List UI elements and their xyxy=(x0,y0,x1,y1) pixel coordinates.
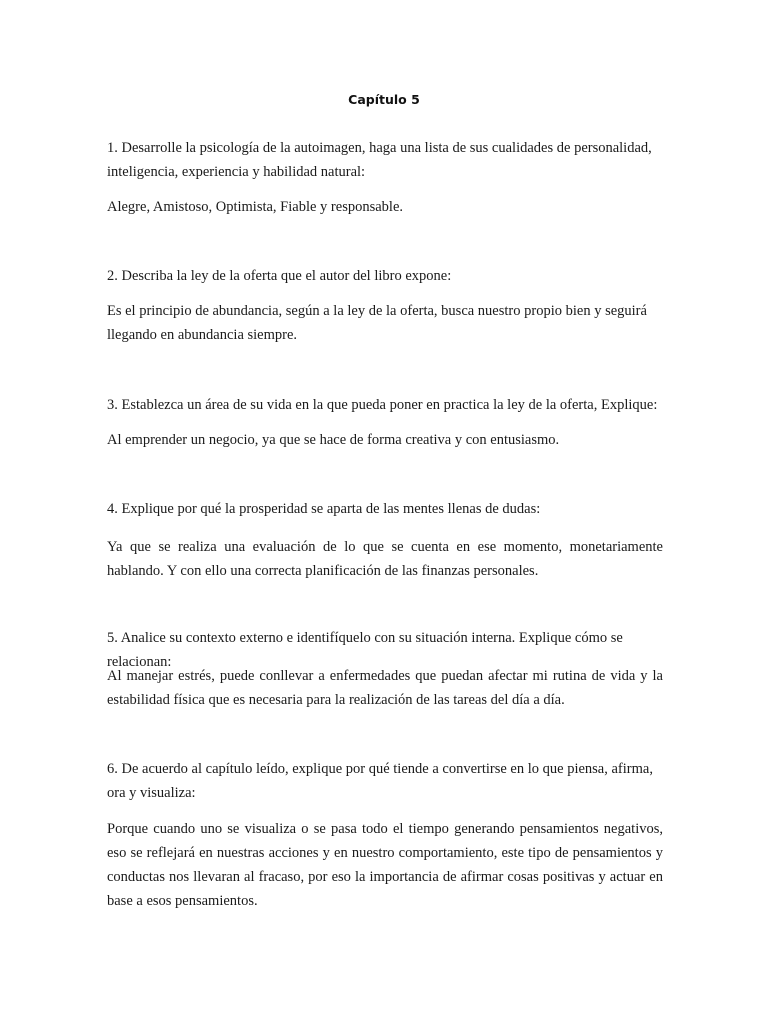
answer-1: Alegre, Amistoso, Optimista, Fiable y responsable. xyxy=(107,199,404,215)
question-4: 4. Explique por qué la prosperidad se aparta de las mentes llenas de dudas: xyxy=(107,501,541,517)
answer-6: Porque cuando uno se visualiza o se pasa todo el tiempo generando pensamientos negativos, eso se reflejará en nuestras acciones y en nuestro comportamiento, este tipo de pensamientos y conductas nos llevaran al fracaso, por eso la importancia de afirmar cosas positivas y actuar en base a esos pensamientos. xyxy=(107,821,663,909)
answer-2: Es el principio de abundancia, según a la ley de la oferta, busca nuestro propio bien y seguirá llegando en abundancia siempre. xyxy=(107,303,647,343)
question-3: 3. Establezca un área de su vida en la que pueda poner en practica la ley de la oferta, Explique: xyxy=(107,397,658,413)
question-1: 1. Desarrolle la psicología de la autoimagen, haga una lista de sus cualidades de personalidad, inteligencia, experiencia y habilidad natural: xyxy=(107,140,652,180)
answer-4: Ya que se realiza una evaluación de lo que se cuenta en ese momento, monetariamente hablando. Y con ello una correcta planificación de las finanzas personales. xyxy=(107,539,663,579)
question-6: 6. De acuerdo al capítulo leído, explique por qué tiende a convertirse en lo que piensa, afirma, ora y visualiza: xyxy=(107,761,653,801)
answer-3: Al emprender un negocio, ya que se hace de forma creativa y con entusiasmo. xyxy=(107,432,560,448)
question-2: 2. Describa la ley de la oferta que el autor del libro expone: xyxy=(107,268,452,284)
question-5: 5. Analice su contexto externo e identifíquelo con su situación interna. Explique cómo se relacionan: xyxy=(107,630,623,670)
page-title: Capítulo 5 xyxy=(348,92,420,107)
answer-5: Al manejar estrés, puede conllevar a enfermedades que puedan afectar mi rutina de vida y la estabilidad física que es necesaria para la realización de las tareas del día a día. xyxy=(107,668,663,708)
